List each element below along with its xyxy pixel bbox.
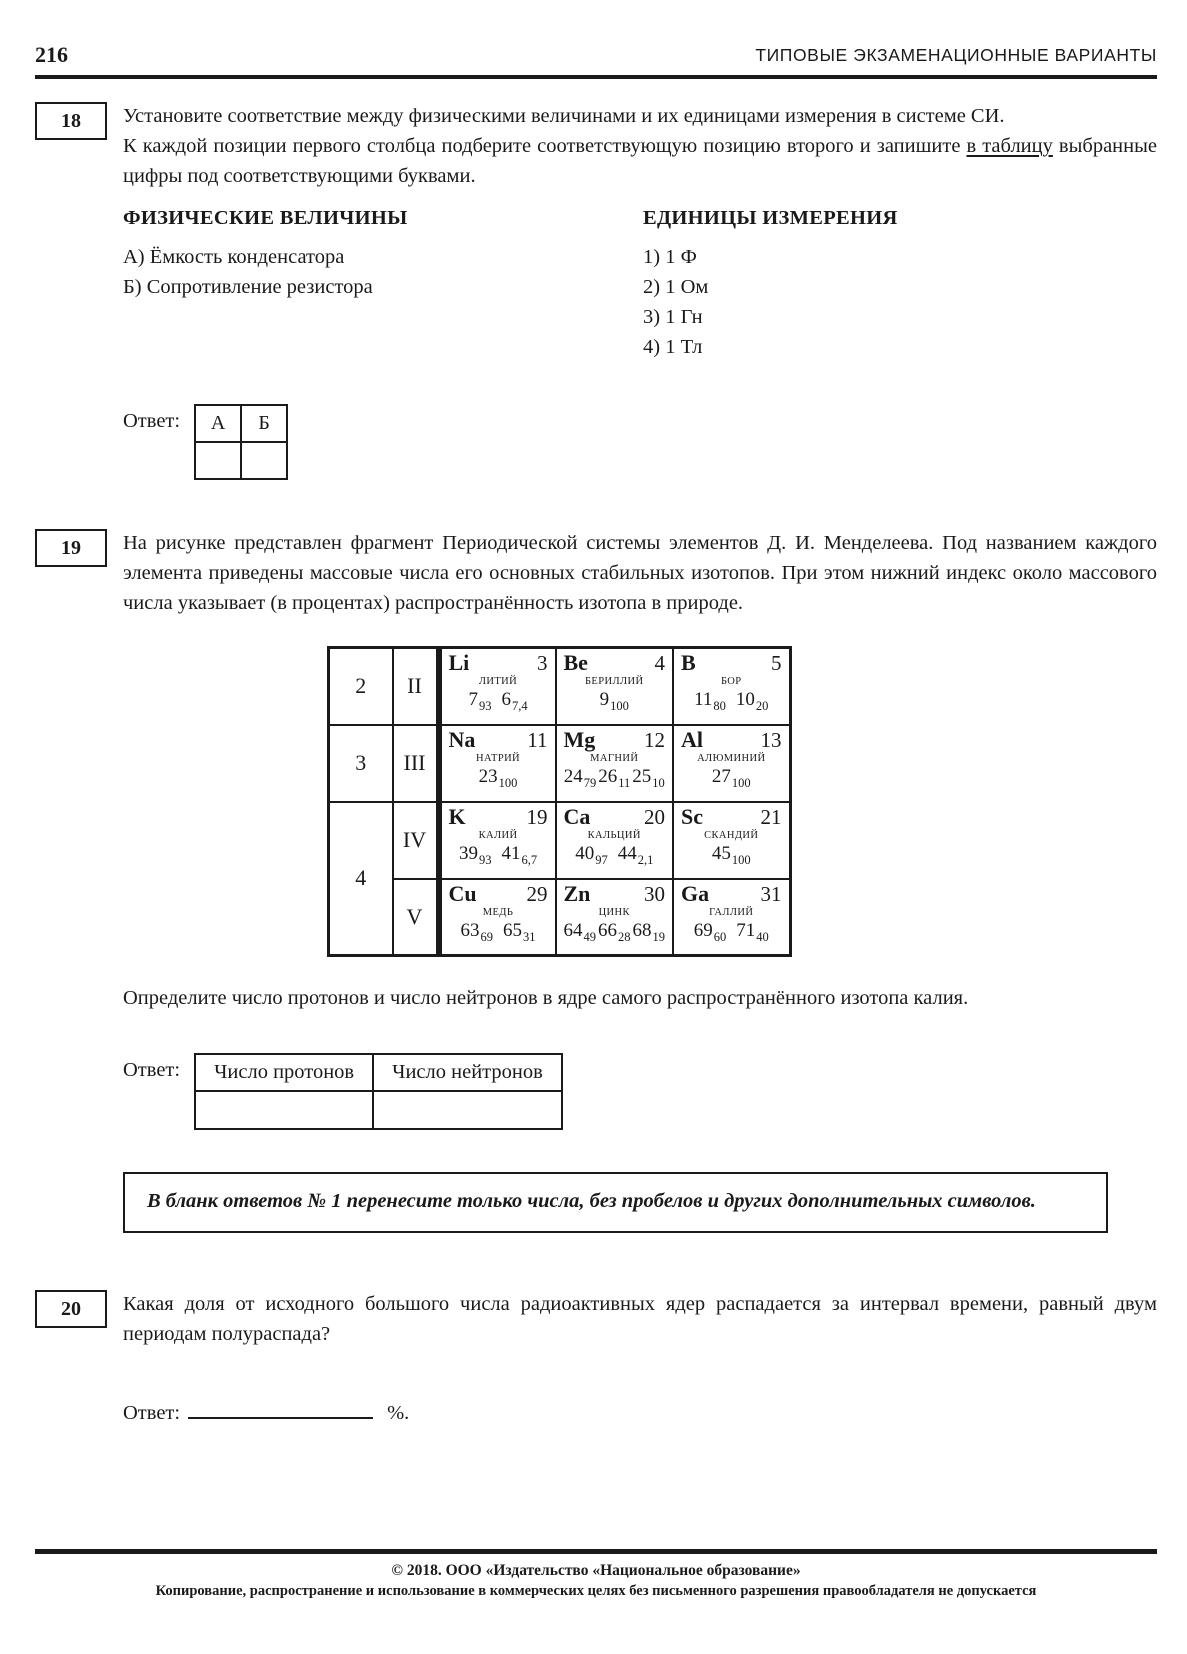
- element-name: БОР: [720, 676, 742, 687]
- isotope-abundance: 97: [595, 852, 608, 867]
- isotope: [694, 920, 727, 943]
- isotope-mass: 45: [711, 842, 731, 864]
- left-column: [123, 207, 643, 362]
- group-row-cell: III: [393, 725, 439, 802]
- question-19-task: Определите число протонов и число нейтронов в ядре самого распространённого изотопа калия.: [123, 987, 969, 1009]
- element-symbol: Sc: [681, 803, 703, 829]
- isotope: [564, 766, 597, 789]
- period-cell: 3: [329, 725, 393, 802]
- answer-19-col-neutrons: Число нейтронов: [373, 1054, 562, 1091]
- isotope-mass: 44: [617, 842, 637, 864]
- right-item-4: 4) 1 Тл: [643, 336, 703, 358]
- isotope-list: [681, 920, 782, 943]
- isotope-list: [564, 843, 666, 866]
- copy-restriction-line: Копирование, распространение и использование в коммерческих целях без письменного разрешения правообладателя не допускается: [155, 1583, 1037, 1599]
- isotope-mass: 6: [501, 689, 511, 710]
- isotope-list: [681, 766, 782, 789]
- isotope: [712, 843, 751, 866]
- element-symbol: Ga: [681, 880, 710, 906]
- isotope: [479, 766, 518, 789]
- element-atomic-number: 21: [760, 804, 782, 829]
- answer-20-blank: [188, 1399, 373, 1419]
- isotope: [618, 843, 654, 866]
- periodic-row: [329, 879, 791, 956]
- isotope-abundance: 31: [523, 929, 536, 944]
- element-name: СКАНДИЙ: [704, 829, 759, 841]
- isotope-mass: 63: [460, 919, 480, 941]
- question-20: [35, 1289, 1157, 1349]
- answer-19-header-row: [195, 1054, 562, 1091]
- element-atomic-number: 11: [527, 727, 548, 752]
- left-item-a: А) Ёмкость конденсатора: [123, 246, 345, 268]
- element-atomic-number: 31: [760, 881, 782, 906]
- question-19-number-box: 19: [35, 529, 107, 567]
- element-cell-k: [439, 802, 556, 879]
- right-column-header: ЕДИНИЦЫ ИЗМЕРЕНИЯ: [643, 207, 898, 229]
- page-footer: [35, 1549, 1157, 1600]
- isotope-abundance: 100: [731, 775, 751, 790]
- isotope-mass: 71: [736, 919, 756, 941]
- answer-19-label: Ответ:: [123, 1059, 181, 1081]
- isotope-list: [449, 689, 548, 712]
- answer-18-header-row: [195, 405, 287, 442]
- element-name: БЕРИЛЛИЙ: [585, 676, 644, 687]
- element-cell-be: [556, 648, 674, 725]
- isotope-mass: 41: [501, 842, 521, 864]
- element-cell-b: [673, 648, 790, 725]
- element-name: ЦИНК: [598, 906, 630, 918]
- footer-rule: [35, 1549, 1157, 1554]
- isotope-abundance: 2,1: [637, 852, 654, 867]
- isotope-abundance: 40: [756, 929, 769, 944]
- isotope: [459, 843, 492, 866]
- isotope-mass: 24: [563, 765, 583, 787]
- matching-lists: [123, 207, 1157, 362]
- answer-19-input-row: [195, 1091, 562, 1129]
- element-symbol: Be: [563, 650, 588, 675]
- group-row-cell: IV: [393, 802, 439, 879]
- isotope-abundance: 100: [731, 852, 751, 867]
- isotope-abundance: 10: [652, 775, 665, 790]
- isotope-abundance: 93: [478, 699, 492, 713]
- isotope: [501, 689, 527, 712]
- element-name: ГАЛЛИЙ: [709, 906, 754, 918]
- element-cell-al: [673, 725, 790, 802]
- periodic-row: [329, 802, 791, 879]
- period-cell: 4: [329, 802, 393, 956]
- page-number: 216: [35, 42, 68, 67]
- isotope: [694, 689, 726, 712]
- right-item-3: 3) 1 Гн: [643, 306, 703, 328]
- isotope-mass: 65: [503, 919, 522, 941]
- isotope-mass: 69: [693, 919, 713, 941]
- element-name: АЛЮМИНИЙ: [697, 752, 766, 764]
- isotope-abundance: 93: [478, 852, 492, 867]
- group-row-cell: II: [393, 648, 439, 725]
- isotope-mass: 10: [735, 689, 755, 710]
- isotope: [468, 689, 491, 712]
- answer-19-cell-neutrons: [373, 1091, 562, 1129]
- isotope: [633, 920, 666, 943]
- answer-18-col-b: Б: [241, 405, 287, 442]
- answer-20-label: Ответ:: [123, 1402, 181, 1424]
- question-20-number-box: 20: [35, 1290, 107, 1328]
- answer-19-col-protons: Число протонов: [195, 1054, 373, 1091]
- element-cell-na: [439, 725, 556, 802]
- isotope-list: [449, 920, 548, 943]
- element-name: НАТРИЙ: [475, 752, 521, 764]
- isotope-mass: 40: [575, 842, 595, 864]
- answer-18-label: Ответ:: [123, 410, 181, 432]
- periodic-table: [327, 646, 792, 957]
- answer-20-suffix: %.: [387, 1402, 410, 1424]
- element-symbol: Zn: [563, 880, 591, 906]
- answer-19: [123, 1053, 1157, 1130]
- right-column: [643, 207, 1157, 362]
- element-cell-mg: [556, 725, 674, 802]
- answer-19-cell-protons: [195, 1091, 373, 1129]
- isotope-abundance: 20: [755, 699, 769, 713]
- element-atomic-number: 13: [760, 727, 782, 752]
- element-name: КАЛИЙ: [478, 829, 518, 841]
- element-cell-cu: [439, 879, 556, 956]
- isotope: [501, 843, 537, 866]
- isotope: [736, 689, 769, 712]
- isotope: [598, 920, 631, 943]
- isotope-list: [564, 920, 666, 943]
- group-row-cell: V: [393, 879, 439, 956]
- page-header: [35, 42, 1157, 68]
- element-cell-zn: [556, 879, 674, 956]
- periodic-row: [329, 648, 791, 725]
- isotope-abundance: 7,4: [511, 699, 528, 713]
- right-item-2: 2) 1 Ом: [643, 276, 709, 298]
- isotope-abundance: 100: [498, 775, 518, 790]
- isotope-abundance: 69: [480, 929, 493, 944]
- element-symbol: K: [448, 803, 466, 829]
- isotope-mass: 25: [632, 765, 652, 787]
- isotope-abundance: 19: [652, 929, 665, 944]
- isotope-abundance: 49: [583, 929, 596, 944]
- question-18-number-box: 18: [35, 102, 107, 140]
- element-atomic-number: 3: [537, 651, 548, 675]
- isotope: [598, 766, 630, 789]
- periodic-table-body: [329, 648, 791, 956]
- isotope-mass: 9: [599, 689, 610, 710]
- isotope-mass: 64: [563, 919, 583, 941]
- question-18: [35, 101, 1157, 362]
- element-cell-ca: [556, 802, 674, 879]
- answer-19-table: [194, 1053, 563, 1130]
- element-name: КАЛЬЦИЙ: [587, 829, 641, 841]
- element-symbol: Mg: [563, 726, 596, 752]
- element-atomic-number: 29: [526, 881, 548, 906]
- element-symbol: Ca: [563, 803, 591, 829]
- element-symbol: B: [681, 650, 696, 675]
- right-item-1: 1) 1 Ф: [643, 246, 697, 268]
- isotope-list: [564, 689, 666, 712]
- isotope-abundance: 11: [618, 775, 631, 790]
- isotope-mass: 23: [478, 765, 498, 787]
- element-atomic-number: 19: [526, 804, 548, 829]
- answer-18-col-a: А: [195, 405, 241, 442]
- answer-18: [123, 404, 1157, 480]
- isotope-list: [449, 843, 548, 866]
- isotope-mass: 68: [632, 919, 652, 941]
- element-name: МАГНИЙ: [590, 752, 639, 764]
- period-cell: 2: [329, 648, 393, 725]
- isotope-list: [564, 766, 666, 789]
- element-name: МЕДЬ: [482, 906, 514, 918]
- isotope: [575, 843, 608, 866]
- question-18-paragraph-1: Установите соответствие между физическими величинами и их единицами измерения в системе СИ.: [123, 105, 1005, 127]
- isotope-abundance: 80: [713, 699, 726, 713]
- instruction-note: В бланк ответов № 1 перенесите только числа, без пробелов и других дополнительных символов.: [123, 1172, 1108, 1233]
- isotope: [461, 920, 494, 943]
- isotope-abundance: 60: [713, 929, 727, 944]
- answer-20: [123, 1399, 1157, 1425]
- isotope: [736, 920, 769, 943]
- element-atomic-number: 5: [771, 651, 782, 675]
- question-18-text: [123, 101, 1157, 191]
- element-symbol: Al: [681, 726, 703, 752]
- answer-18-input-row: [195, 442, 287, 479]
- isotope-mass: 27: [711, 765, 731, 787]
- isotope-abundance: 79: [583, 775, 597, 790]
- isotope-mass: 7: [468, 689, 478, 710]
- isotope: [600, 689, 629, 712]
- question-19: [35, 528, 1157, 618]
- left-item-b: Б) Сопротивление резистора: [123, 276, 373, 298]
- isotope-mass: 26: [598, 765, 618, 787]
- isotope: [632, 766, 665, 789]
- isotope-mass: 66: [598, 919, 617, 941]
- isotope: [503, 920, 536, 943]
- element-atomic-number: 4: [654, 651, 665, 675]
- isotope-abundance: 6,7: [521, 852, 538, 867]
- element-cell-li: [439, 648, 556, 725]
- question-18-paragraph-2: К каждой позиции первого столбца подберите соответствующую позицию второго и запишите в таблицу выбранные цифры под соответствующими буквами.: [123, 135, 1157, 187]
- copyright-line: © 2018. ООО «Издательство «Национальное образование»: [391, 1562, 801, 1579]
- isotope-list: [681, 843, 782, 866]
- element-symbol: Cu: [448, 880, 477, 906]
- answer-18-cell-a: [195, 442, 241, 479]
- element-atomic-number: 12: [644, 727, 665, 752]
- element-symbol: Na: [448, 726, 476, 752]
- isotope: [564, 920, 597, 943]
- periodic-row: [329, 725, 791, 802]
- element-cell-sc: [673, 802, 790, 879]
- underlined-phrase: в таблицу: [966, 135, 1053, 157]
- element-name: ЛИТИЙ: [478, 676, 518, 687]
- isotope-mass: 39: [458, 842, 478, 864]
- isotope-mass: 11: [694, 689, 713, 710]
- element-atomic-number: 20: [644, 804, 665, 829]
- answer-18-table: [194, 404, 288, 480]
- left-column-header: ФИЗИЧЕСКИЕ ВЕЛИЧИНЫ: [123, 207, 408, 229]
- isotope-list: [449, 766, 548, 789]
- isotope-list: [681, 689, 782, 712]
- header-title: ТИПОВЫЕ ЭКЗАМЕНАЦИОННЫЕ ВАРИАНТЫ: [755, 45, 1157, 65]
- question-20-text: Какая доля от исходного большого числа радиоактивных ядер распадается за интервал времени, равный двум периодам полураспада?: [123, 1293, 1157, 1345]
- isotope-abundance: 100: [610, 699, 629, 713]
- answer-18-cell-b: [241, 442, 287, 479]
- element-cell-ga: [673, 879, 790, 956]
- question-19-text: На рисунке представлен фрагмент Периодической системы элементов Д. И. Менделеева. Под названием каждого элемента приведены массовые числа его основных стабильных изотопов. При этом нижний индекс около массового числа указывает (в процентах) распространённость изотопа в природе.: [123, 532, 1157, 614]
- isotope: [712, 766, 751, 789]
- element-symbol: Li: [448, 650, 470, 675]
- element-atomic-number: 30: [644, 881, 665, 906]
- isotope-abundance: 28: [618, 929, 631, 944]
